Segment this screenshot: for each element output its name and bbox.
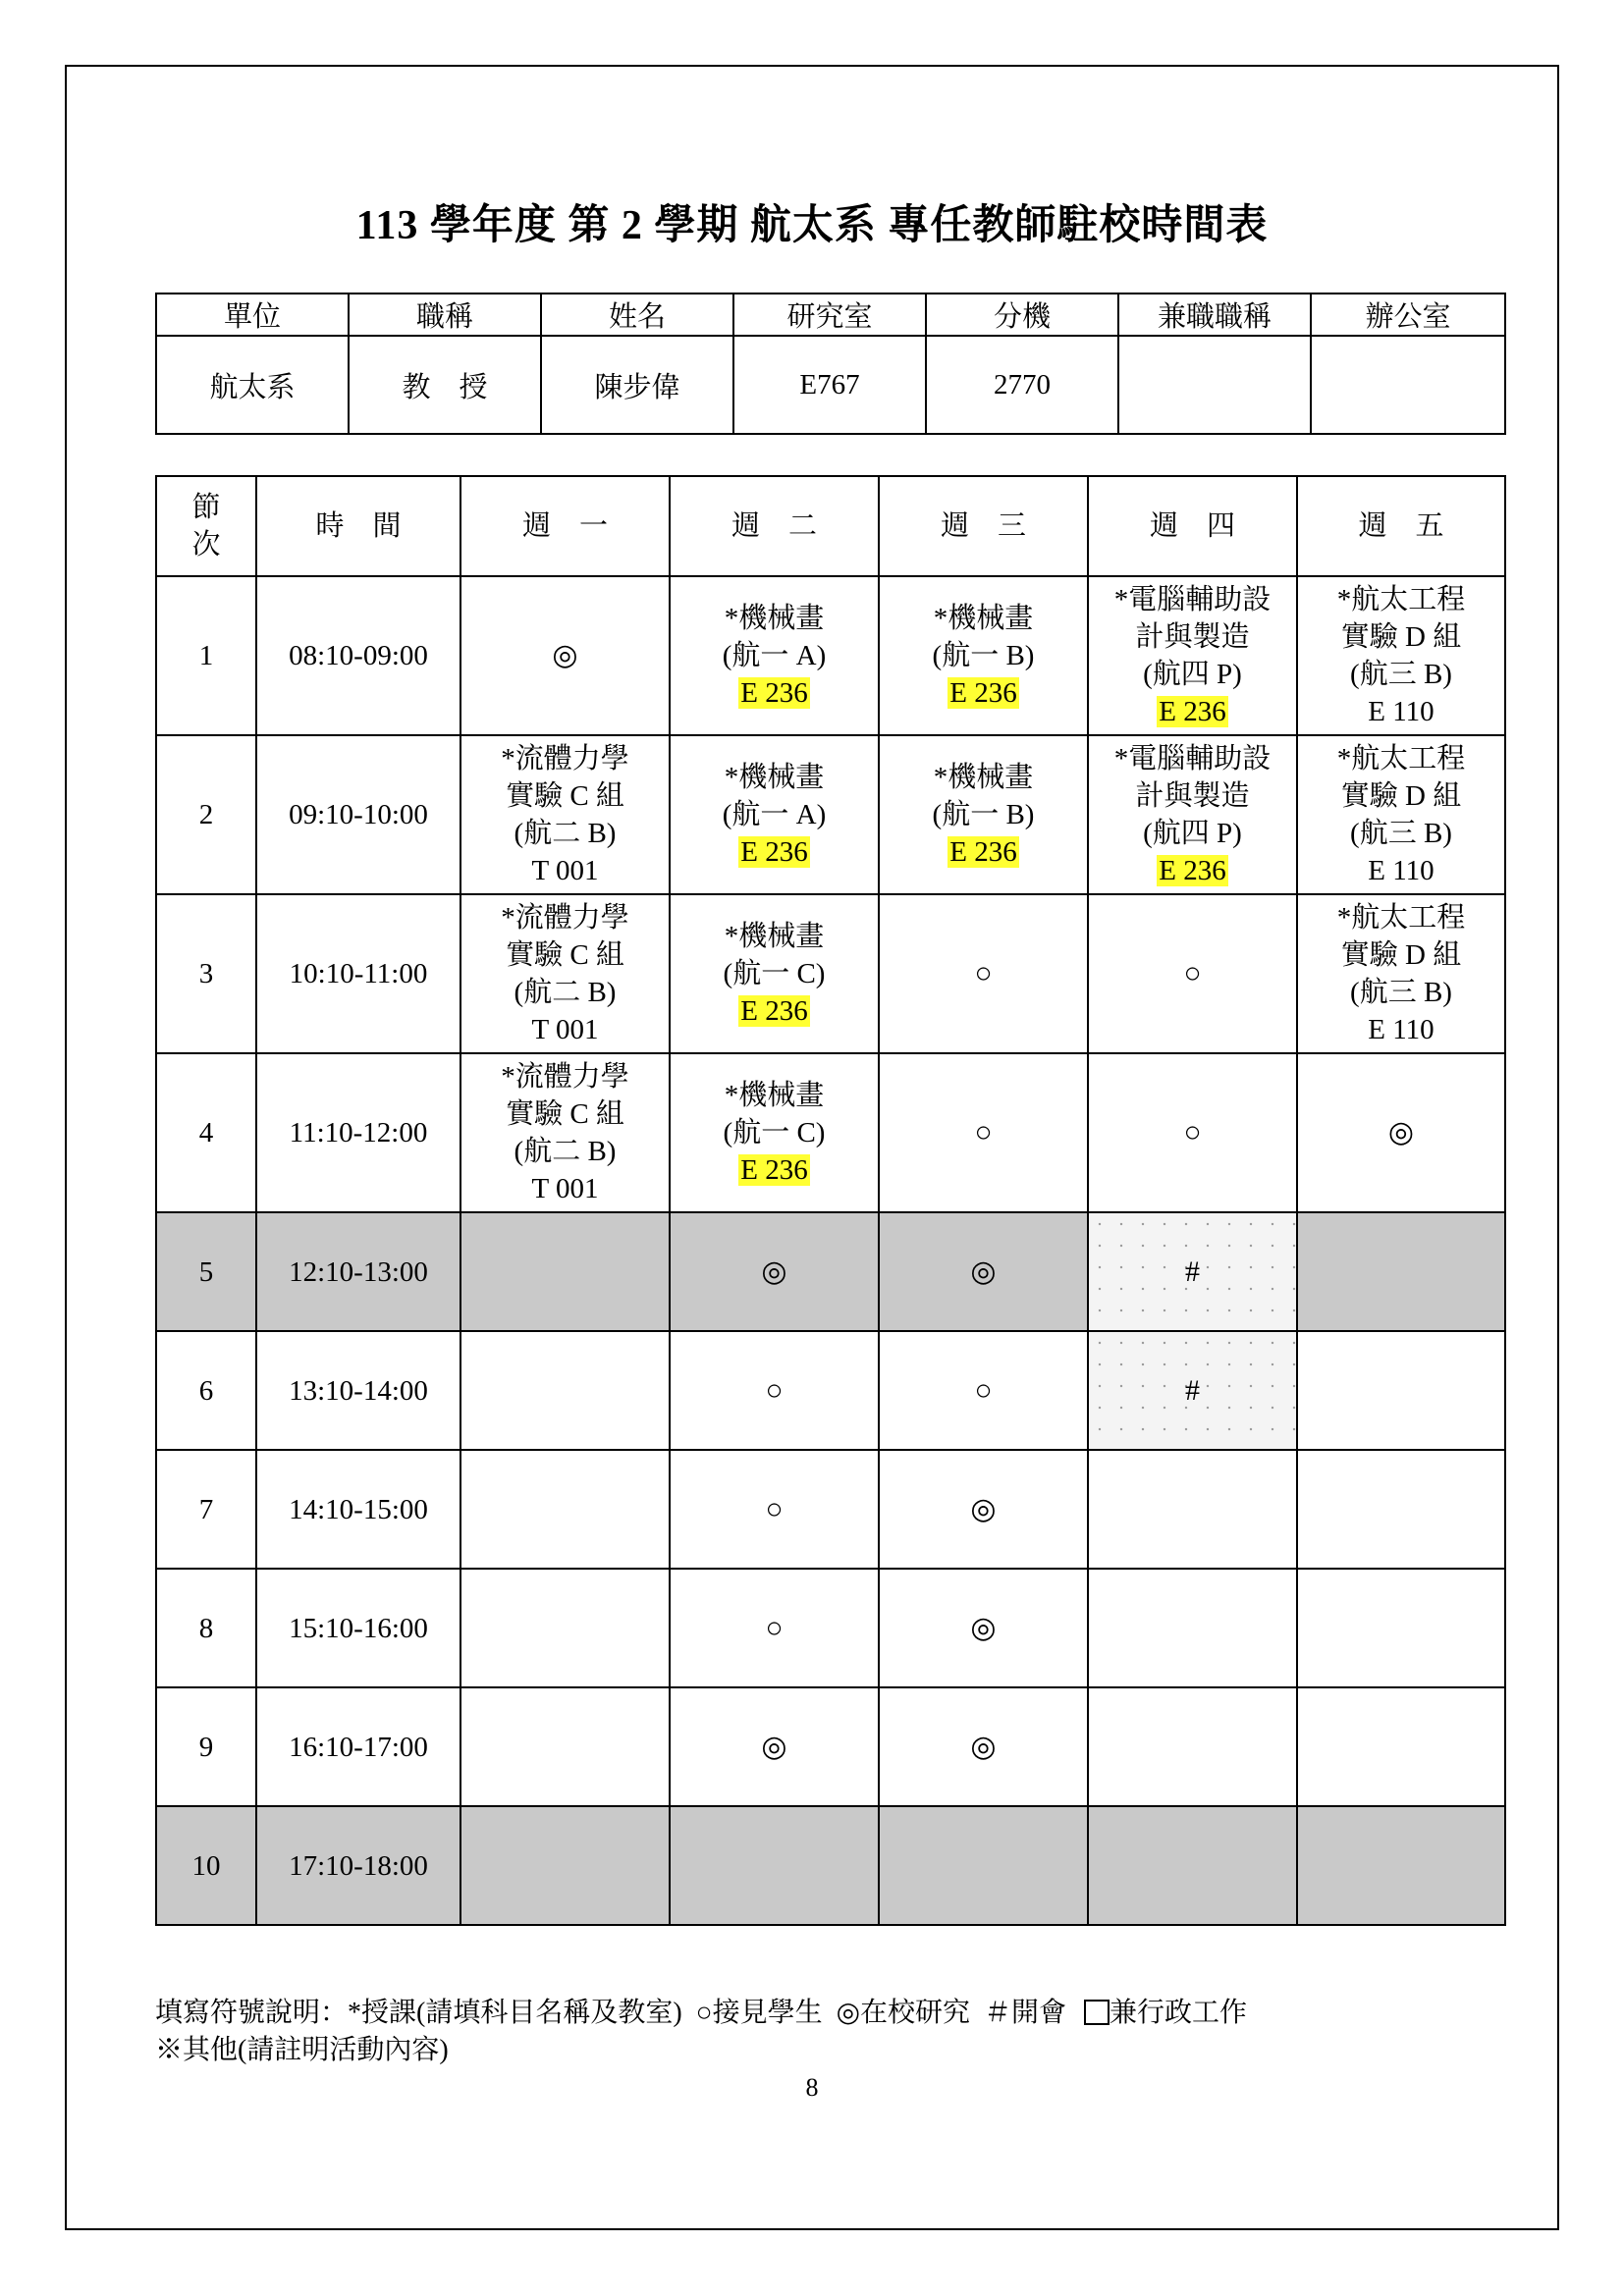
slot-wednesday xyxy=(879,735,1088,894)
time-cell: 12:10-13:00 xyxy=(256,1212,460,1331)
info-header-ext: 分機 xyxy=(926,294,1118,336)
header-period-line: 節 xyxy=(191,492,221,523)
info-office xyxy=(1311,336,1505,434)
room-highlight: E 236 xyxy=(949,677,1017,709)
slot-monday xyxy=(460,1806,670,1925)
slot-wednesday xyxy=(879,1569,1088,1687)
slot-tuesday xyxy=(670,894,879,1053)
course-line: *機械畫 xyxy=(933,762,1034,793)
header-wednesday: 週 三 xyxy=(879,476,1088,576)
slot-wednesday xyxy=(879,894,1088,1053)
slot-thursday xyxy=(1088,1331,1297,1450)
time-cell: 15:10-16:00 xyxy=(256,1569,460,1687)
course-line: (航二 B) xyxy=(514,977,617,1008)
slot-thursday xyxy=(1088,1569,1297,1687)
room-line xyxy=(1089,693,1296,730)
slot-thursday xyxy=(1088,1212,1297,1331)
period-cell: 2 xyxy=(156,735,256,894)
course-line: T 001 xyxy=(531,1173,599,1204)
room-line xyxy=(671,674,878,712)
time-cell: 13:10-14:00 xyxy=(256,1331,460,1450)
room-highlight: E 236 xyxy=(1159,855,1226,886)
course-line: 計與製造 xyxy=(1135,621,1250,653)
room-highlight: E 236 xyxy=(1159,696,1226,727)
slot-thursday xyxy=(1088,576,1297,735)
info-header-title: 職稱 xyxy=(349,294,541,336)
slot-thursday xyxy=(1088,1687,1297,1806)
schedule-header-row xyxy=(156,476,1505,576)
room-highlight: E 236 xyxy=(949,836,1017,868)
slot-monday xyxy=(460,1212,670,1331)
period-cell: 4 xyxy=(156,1053,256,1212)
schedule-row xyxy=(156,1569,1505,1687)
research-symbol-icon: ◎ xyxy=(1387,1116,1415,1148)
page-title: 113 學年度 第 2 學期 航太系 專任教師駐校時間表 xyxy=(355,203,1269,248)
room-line xyxy=(880,833,1087,871)
room-highlight: E 236 xyxy=(740,995,808,1027)
slot-monday xyxy=(460,735,670,894)
period-cell: 10 xyxy=(156,1806,256,1925)
schedule-row xyxy=(156,735,1505,894)
legend xyxy=(155,1995,1247,2069)
schedule-row xyxy=(156,576,1505,735)
course-line: T 001 xyxy=(531,855,599,886)
header-tuesday: 週 二 xyxy=(670,476,879,576)
slot-friday xyxy=(1297,1569,1505,1687)
header-friday: 週 五 xyxy=(1297,476,1505,576)
room-highlight: E 236 xyxy=(740,677,808,709)
schedule-row xyxy=(156,1450,1505,1569)
room-line xyxy=(671,992,878,1030)
course-line: 實驗 D 組 xyxy=(1340,780,1462,812)
slot-thursday xyxy=(1088,1053,1297,1212)
room-line xyxy=(880,674,1087,712)
info-header-office: 辦公室 xyxy=(1311,294,1505,336)
slot-tuesday xyxy=(670,1569,879,1687)
student-meeting-symbol-icon: ○ xyxy=(1183,1116,1202,1148)
legend-line-2: ※其他(請註明活動內容) xyxy=(155,2035,449,2065)
slot-friday xyxy=(1297,1450,1505,1569)
legend-box-label: 兼行政工作 xyxy=(1110,1998,1248,2028)
course-line: (航一 B) xyxy=(932,640,1035,671)
slot-thursday xyxy=(1088,894,1297,1053)
slot-tuesday xyxy=(670,1687,879,1806)
course-line: *航太工程 xyxy=(1336,743,1466,774)
course-line: (航二 B) xyxy=(514,1136,617,1167)
course-line: *流體力學 xyxy=(501,902,629,934)
course-line: (航一 C) xyxy=(723,1117,826,1148)
slot-thursday xyxy=(1088,1450,1297,1569)
course-line: (航三 B) xyxy=(1350,977,1452,1008)
course-line: 實驗 C 組 xyxy=(506,780,624,812)
info-header-lab: 研究室 xyxy=(733,294,926,336)
slot-wednesday xyxy=(879,1331,1088,1450)
legend-line-1: 填寫符號說明：*授課(請填科目名稱及教室) ○接見學生 ◎在校研究 ＃開會 xyxy=(155,1998,1080,2028)
course-line: *機械畫 xyxy=(933,603,1034,634)
student-meeting-symbol-icon: ○ xyxy=(765,1373,784,1407)
course-line: 實驗 C 組 xyxy=(506,939,624,971)
slot-friday xyxy=(1297,1331,1505,1450)
checkbox-square-icon xyxy=(1084,2000,1110,2025)
research-symbol-icon: ◎ xyxy=(970,1611,997,1644)
info-unit: 航太系 xyxy=(156,336,349,434)
slot-friday xyxy=(1297,1053,1505,1212)
course-line: *流體力學 xyxy=(501,1061,629,1093)
time-cell: 16:10-17:00 xyxy=(256,1687,460,1806)
course-line: *機械畫 xyxy=(724,762,825,793)
course-line: (航一 B) xyxy=(932,799,1035,830)
slot-monday xyxy=(460,1053,670,1212)
schedule-row xyxy=(156,1212,1505,1331)
info-ext: 2770 xyxy=(926,336,1118,434)
course-line: *機械畫 xyxy=(724,921,825,952)
info-name: 陳步偉 xyxy=(541,336,733,434)
course-line: 計與製造 xyxy=(1135,780,1250,812)
slot-wednesday xyxy=(879,1687,1088,1806)
teacher-info-table xyxy=(155,293,1506,435)
slot-tuesday xyxy=(670,576,879,735)
course-line: *電腦輔助設 xyxy=(1113,743,1272,774)
course-line: *航太工程 xyxy=(1336,584,1466,615)
slot-monday xyxy=(460,894,670,1053)
slot-wednesday xyxy=(879,1053,1088,1212)
course-line: (航一 A) xyxy=(722,640,827,671)
info-title: 教 授 xyxy=(349,336,541,434)
schedule-row xyxy=(156,894,1505,1053)
schedule-row xyxy=(156,1687,1505,1806)
time-cell: 09:10-10:00 xyxy=(256,735,460,894)
slot-monday xyxy=(460,576,670,735)
time-cell: 11:10-12:00 xyxy=(256,1053,460,1212)
slot-tuesday xyxy=(670,1806,879,1925)
period-cell: 6 xyxy=(156,1331,256,1450)
slot-wednesday xyxy=(879,1450,1088,1569)
room-line xyxy=(1089,852,1296,889)
student-meeting-symbol-icon: ○ xyxy=(765,1611,784,1644)
research-symbol-icon: ◎ xyxy=(970,1255,997,1288)
slot-tuesday xyxy=(670,735,879,894)
slot-friday xyxy=(1297,1806,1505,1925)
meeting-symbol-icon: # xyxy=(1185,1373,1200,1407)
course-line: (航三 B) xyxy=(1350,659,1452,690)
room-highlight: E 236 xyxy=(740,836,808,868)
course-line: (航四 P) xyxy=(1143,818,1242,849)
slot-friday xyxy=(1297,735,1505,894)
student-meeting-symbol-icon: ○ xyxy=(974,1373,993,1407)
header-monday: 週 一 xyxy=(460,476,670,576)
slot-friday xyxy=(1297,1687,1505,1806)
student-meeting-symbol-icon: ○ xyxy=(1183,957,1202,989)
slot-monday xyxy=(460,1569,670,1687)
course-line: E 110 xyxy=(1368,696,1435,727)
course-line: 實驗 C 組 xyxy=(506,1098,624,1130)
slot-tuesday xyxy=(670,1450,879,1569)
slot-wednesday xyxy=(879,576,1088,735)
info-header-concurrent-title: 兼職職稱 xyxy=(1118,294,1311,336)
student-meeting-symbol-icon: ○ xyxy=(974,957,993,989)
schedule-row xyxy=(156,1806,1505,1925)
period-cell: 8 xyxy=(156,1569,256,1687)
meeting-symbol-icon: # xyxy=(1185,1255,1200,1288)
course-line: *電腦輔助設 xyxy=(1113,584,1272,615)
period-cell: 5 xyxy=(156,1212,256,1331)
research-symbol-icon: ◎ xyxy=(761,1255,787,1288)
time-cell: 08:10-09:00 xyxy=(256,576,460,735)
slot-monday xyxy=(460,1687,670,1806)
info-value-row xyxy=(156,336,1505,434)
slot-thursday xyxy=(1088,1806,1297,1925)
room-line xyxy=(671,833,878,871)
period-cell: 3 xyxy=(156,894,256,1053)
course-line: *機械畫 xyxy=(724,603,825,634)
slot-friday xyxy=(1297,576,1505,735)
slot-tuesday xyxy=(670,1331,879,1450)
course-line: *航太工程 xyxy=(1336,902,1466,934)
info-lab: E767 xyxy=(733,336,926,434)
course-line: (航一 C) xyxy=(723,958,826,989)
course-line: E 110 xyxy=(1368,1014,1435,1045)
time-cell: 17:10-18:00 xyxy=(256,1806,460,1925)
research-symbol-icon: ◎ xyxy=(970,1492,997,1525)
page-number: 8 xyxy=(805,2073,819,2102)
slot-monday xyxy=(460,1450,670,1569)
header-period-line: 次 xyxy=(191,529,221,561)
course-line: (航四 P) xyxy=(1143,659,1242,690)
period-cell: 1 xyxy=(156,576,256,735)
period-cell: 9 xyxy=(156,1687,256,1806)
schedule-row xyxy=(156,1331,1505,1450)
research-symbol-icon: ◎ xyxy=(552,639,578,671)
course-line: 實驗 D 組 xyxy=(1340,939,1462,971)
slot-monday xyxy=(460,1331,670,1450)
course-line: *機械畫 xyxy=(724,1080,825,1111)
info-concurrent-title xyxy=(1118,336,1311,434)
course-line: (航二 B) xyxy=(514,818,617,849)
info-header-row xyxy=(156,294,1505,336)
room-line xyxy=(671,1151,878,1189)
slot-thursday xyxy=(1088,735,1297,894)
time-cell: 14:10-15:00 xyxy=(256,1450,460,1569)
student-meeting-symbol-icon: ○ xyxy=(974,1116,993,1148)
schedule-table xyxy=(155,475,1506,1926)
slot-friday xyxy=(1297,1212,1505,1331)
schedule-row xyxy=(156,1053,1505,1212)
slot-tuesday xyxy=(670,1053,879,1212)
room-highlight: E 236 xyxy=(740,1154,808,1186)
info-header-unit: 單位 xyxy=(156,294,349,336)
course-line: T 001 xyxy=(531,1014,599,1045)
course-line: 實驗 D 組 xyxy=(1340,621,1462,653)
slot-wednesday xyxy=(879,1212,1088,1331)
slot-friday xyxy=(1297,894,1505,1053)
info-header-name: 姓名 xyxy=(541,294,733,336)
course-line: *流體力學 xyxy=(501,743,629,774)
course-line: E 110 xyxy=(1368,855,1435,886)
slot-tuesday xyxy=(670,1212,879,1331)
header-time: 時 間 xyxy=(256,476,460,576)
research-symbol-icon: ◎ xyxy=(761,1730,787,1763)
header-period xyxy=(156,476,256,576)
period-cell: 7 xyxy=(156,1450,256,1569)
time-cell: 10:10-11:00 xyxy=(256,894,460,1053)
slot-wednesday xyxy=(879,1806,1088,1925)
course-line: (航一 A) xyxy=(722,799,827,830)
header-thursday: 週 四 xyxy=(1088,476,1297,576)
course-line: (航三 B) xyxy=(1350,818,1452,849)
research-symbol-icon: ◎ xyxy=(970,1730,997,1763)
student-meeting-symbol-icon: ○ xyxy=(765,1492,784,1525)
